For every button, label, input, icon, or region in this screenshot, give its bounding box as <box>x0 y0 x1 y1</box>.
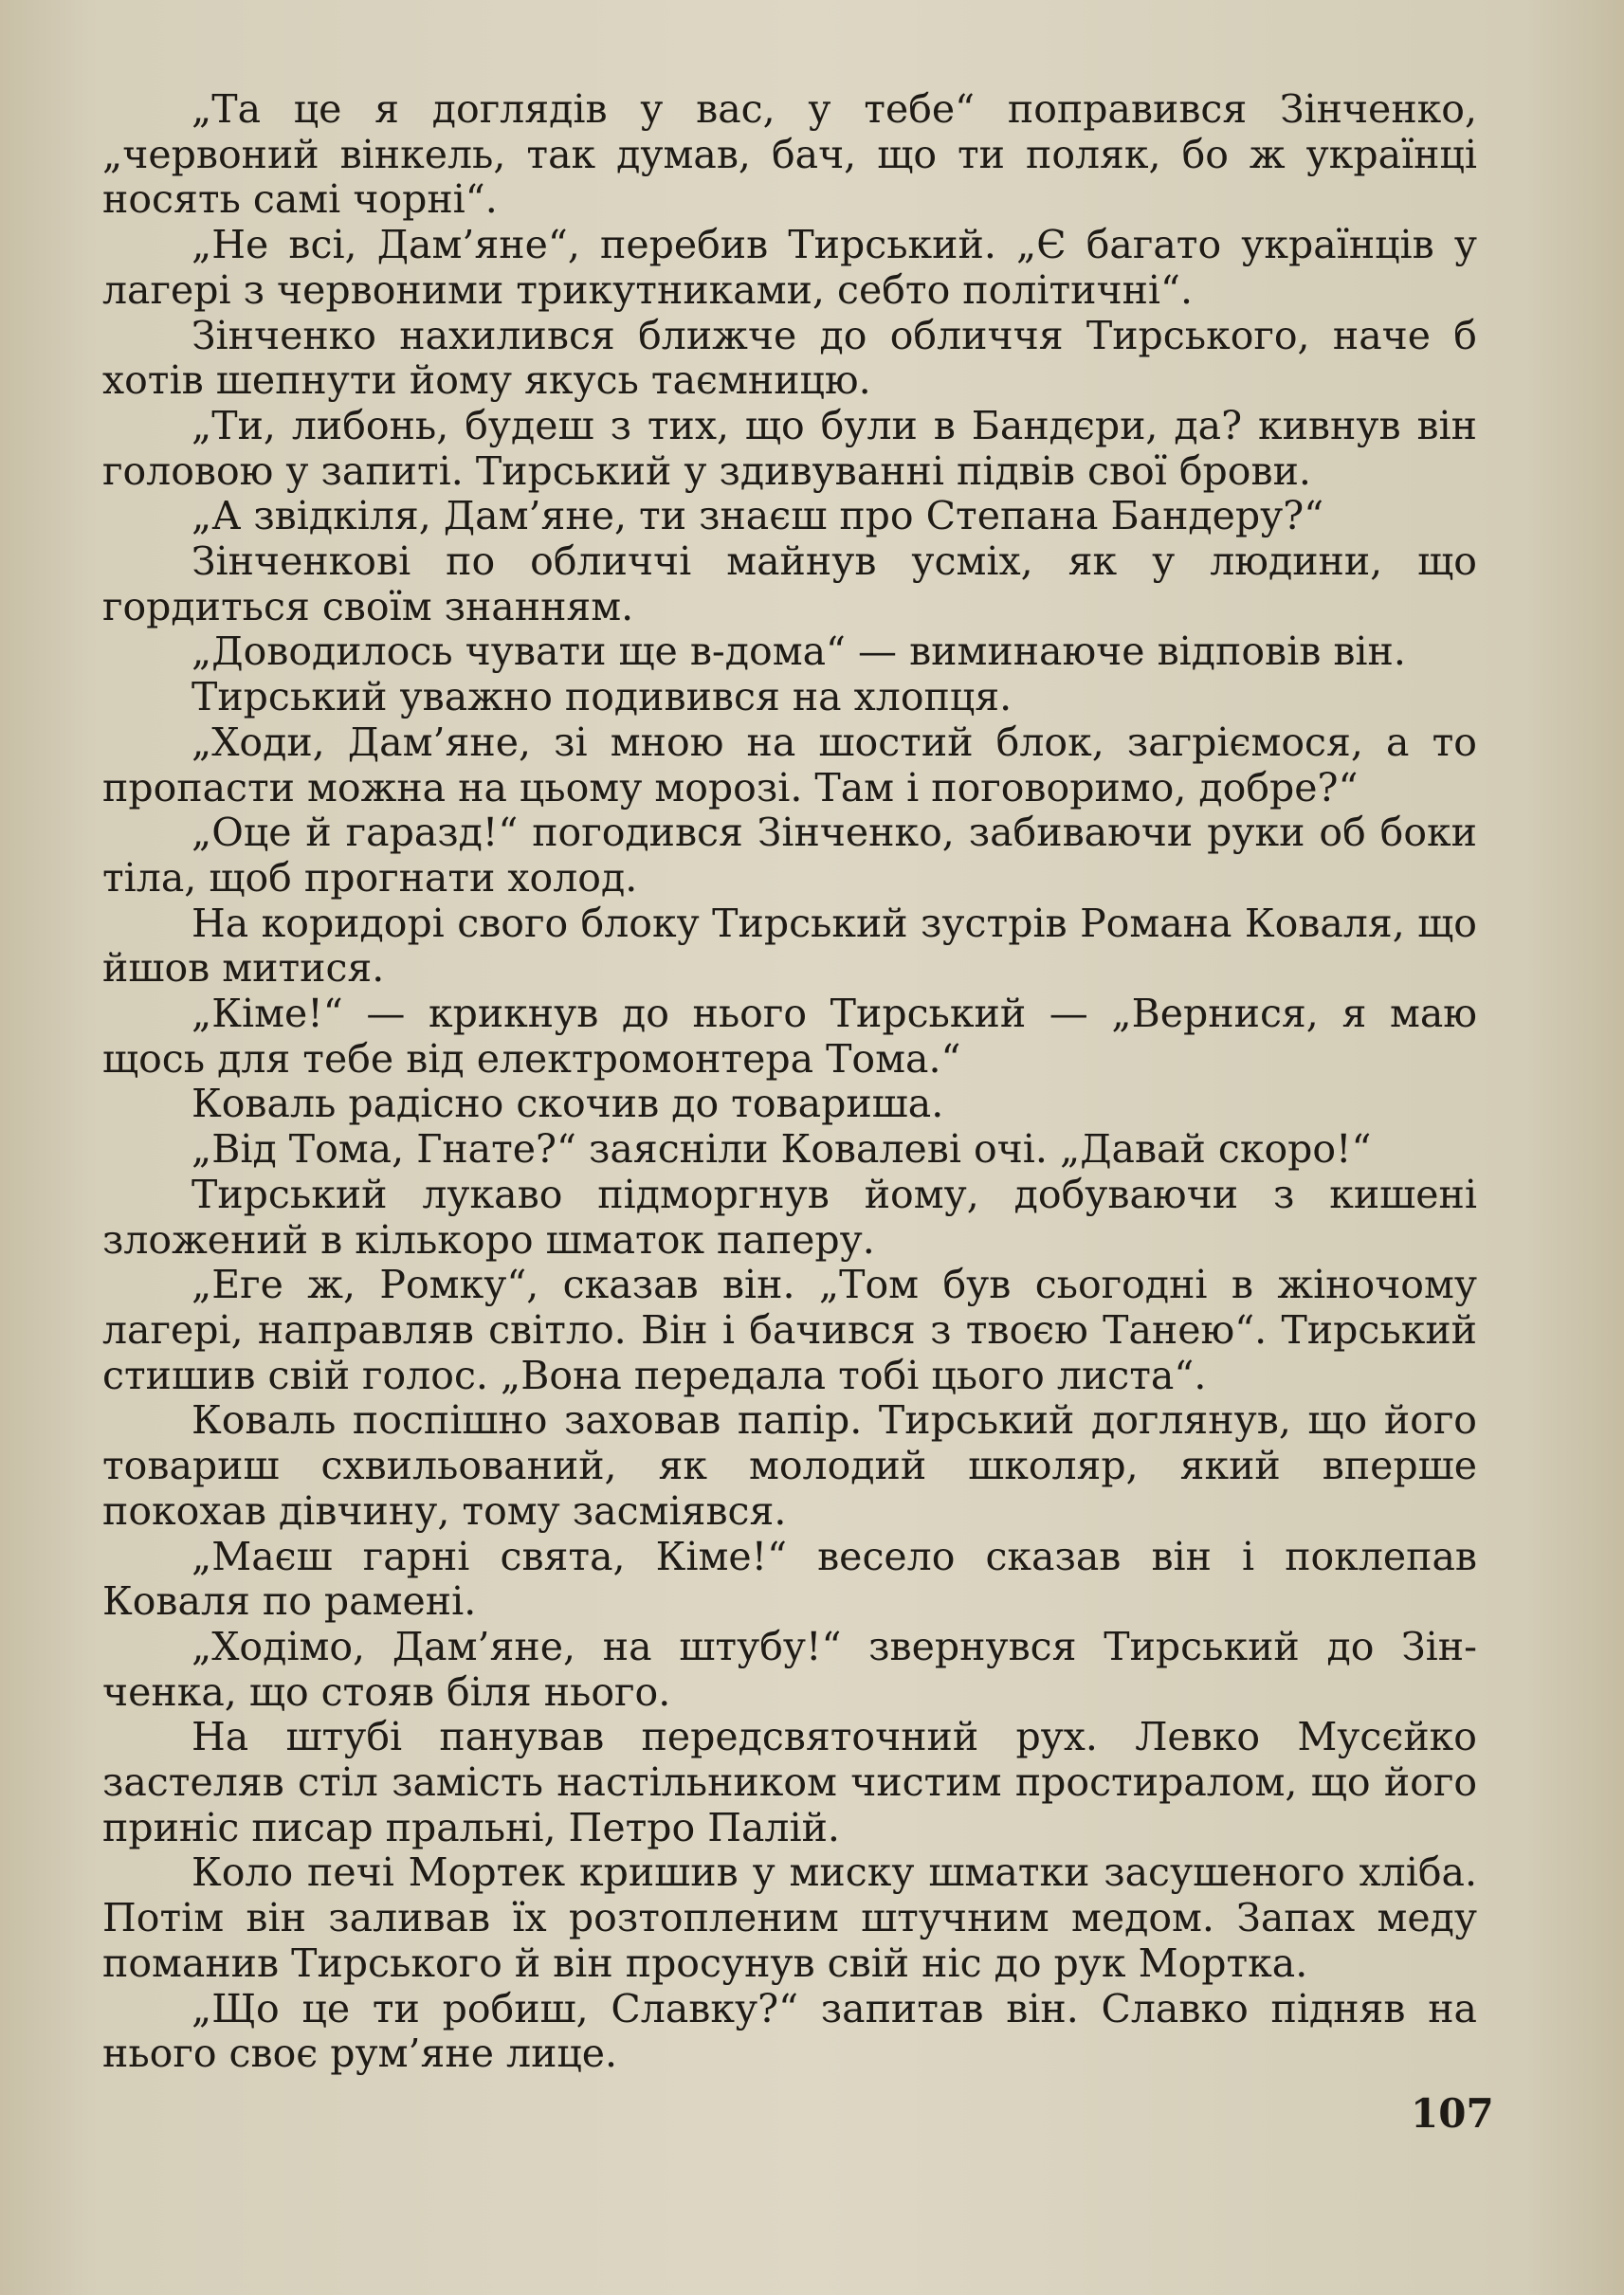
paragraph: „Від Тома, Гнате?“ заясніли Ковалеві очі. „Давай скоро!“ <box>192 1126 1372 1173</box>
paragraph: „Кіме!“ — крикнув до нього Тирський — „Вернися, я маю щось для тебе від електромонтера Тома.“ <box>102 991 1477 1082</box>
paragraph: „Ти, либонь, будеш з тих, що були в Бандєри, да? кивнув він головою у запиті. Тирський у здивуванні підвів свої брови. <box>102 402 1477 494</box>
paragraph: „Доводилось чувати ще в-дома“ — виминаюче відповів він. <box>192 628 1406 675</box>
page-number: 107 <box>1411 2090 1494 2137</box>
paragraph: „Що це ти робиш, Славку?“ запитав він. Славко підняв на нього своє рум’яне лице. <box>102 1985 1477 2077</box>
paragraph: „Еге ж, Ромку“, сказав він. „Том був сьогодні в жіночому лагері, направляв світло. Він і бачився з твоєю Танею“. Тирський стишив свій голос. „Вона передала тобі цього листа“. <box>102 1262 1477 1398</box>
paragraph: Зінченко нахилився ближче до обличчя Тирського, наче б хотів шепнути йому якусь таємницю. <box>102 312 1477 404</box>
paragraph: Зінченкові по обличчі майнув усміх, як у людини, що гордиться своїм знанням. <box>102 538 1477 629</box>
paragraph: Коваль поспішно заховав папір. Тирський доглянув, що його товариш схвильований, як молодий школяр, який вперше покохав дівчину, тому засміявся. <box>102 1397 1477 1534</box>
paragraph: „Ходімо, Дам’яне, на штубу!“ звернувся Тирський до Зінченка, що стояв біля нього. <box>102 1623 1477 1715</box>
paragraph: На штубі панував передсвяточний рух. Левко Мусєйко застеляв стіл замість настільником чистим простиралом, що його приніс писар пральні, Петро Палій. <box>102 1714 1477 1850</box>
paragraph: „Ходи, Дам’яне, зі мною на шостий блок, загріємося, а то пропасти можна на цьому морозі. Там і поговоримо, добре?“ <box>102 719 1477 811</box>
body-text <box>102 87 1477 2077</box>
paragraph: Тирський лукаво підморгнув йому, добуваючи з кишені зложений в кількоро шматок паперу. <box>102 1171 1477 1263</box>
paragraph: „А звідкіля, Дам’яне, ти знаєш про Степана Бандеру?“ <box>192 493 1324 539</box>
paragraph: „Не всі, Дам’яне“, перебив Тирський. „Є багато українців у лагері з червоними трикутниками, себто політичні“. <box>102 222 1477 313</box>
paragraph: Тирський уважно подивився на хлопця. <box>192 674 1013 720</box>
paragraph: „Та це я доглядів у вас, у тебе“ поправився Зінченко, „червоний вінкель, так думав, бач, що ти поляк, бо ж українці носять самі чорні“. <box>102 86 1477 223</box>
paragraph: „Маєш гарні свята, Кіме!“ весело сказав він і поклепав Коваля по рамені. <box>102 1533 1477 1625</box>
paragraph: Коваль радісно скочив до товариша. <box>192 1081 944 1127</box>
paragraph: На коридорі свого блоку Тирський зустрів Романа Коваля, що йшов митися. <box>102 900 1477 992</box>
paragraph: Коло печі Мортек кришив у миску шматки засушеного хліба. Потім він заливав їх розтопленим штучним медом. Запах меду поманив Тирського й він просунув свій ніс до рук Мортка. <box>102 1849 1477 1986</box>
paragraph: „Оце й гаразд!“ погодився Зінченко, забиваючи руки об боки тіла, щоб прогнати холод. <box>102 810 1477 901</box>
